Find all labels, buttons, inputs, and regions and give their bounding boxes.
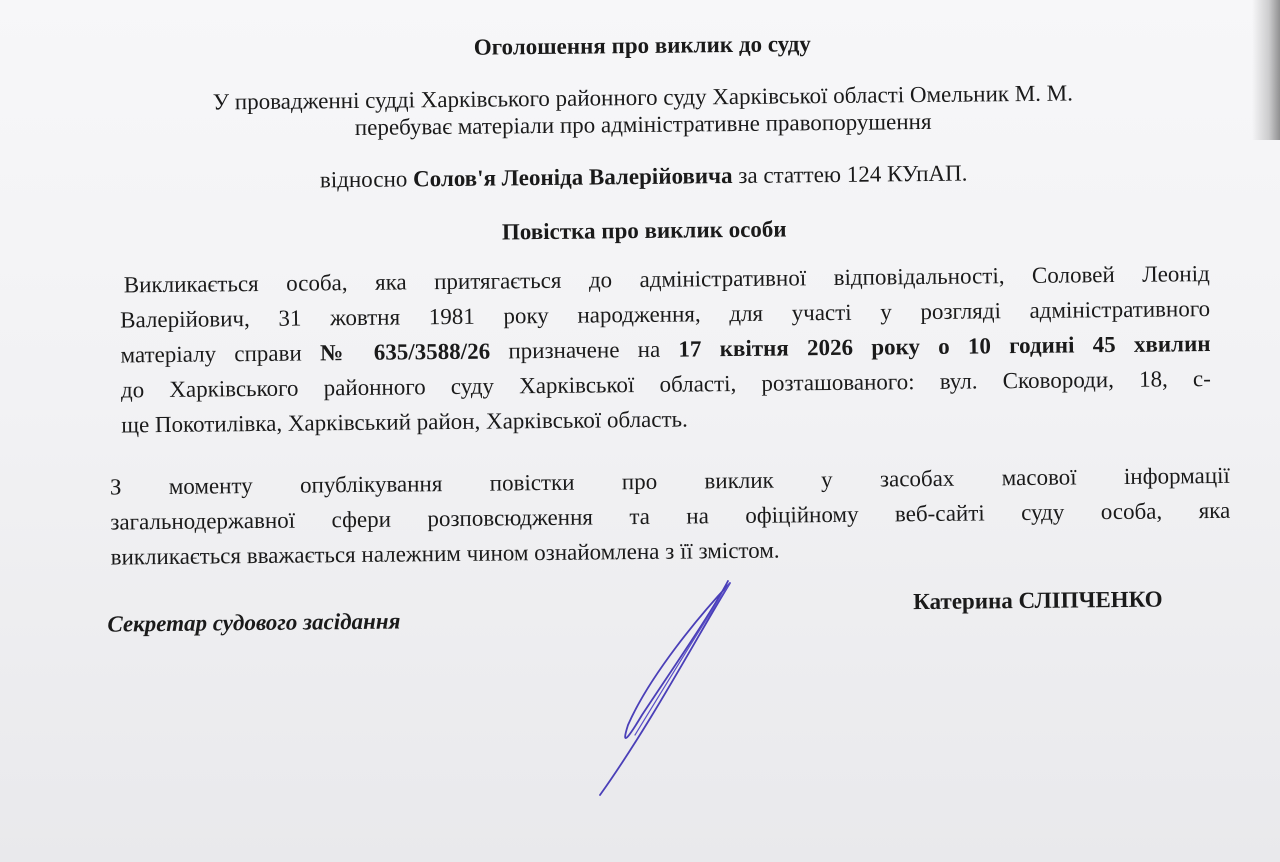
subject-prefix: відносно	[319, 166, 408, 193]
summons-paragraph	[120, 256, 1212, 442]
hearing-datetime: 17 квітня 2026 року о 10 годині 45 хвилин	[678, 331, 1211, 362]
signatory-role: Секретар судового засідання	[107, 608, 401, 637]
document-title: Оголошення про виклик до суду	[473, 31, 811, 60]
intro-line-2: перебуває матеріали про адміністративне правопорушення	[354, 108, 932, 140]
notice-row-1: З моменту опублікування повістки про виклик у засобах масової інформації	[109, 462, 1230, 500]
subject-line	[0, 156, 1280, 198]
summons-row-3-prefix: матеріалу справи	[120, 340, 302, 368]
notice-row-2: загальнодержавної сфери розповсюдження та на офіційному веб-сайті суду особа, яка	[110, 497, 1231, 535]
summons-title: Повістка про виклик особи	[501, 216, 787, 245]
subject-suffix: за статтею 124 КУпАП.	[738, 160, 968, 188]
summons-row-4: до Харківського районного суду Харківської області, розташованого: вул. Сковороди, 18, с-	[120, 366, 1211, 403]
summons-row-1: Викликається особа, яка притягається до адміністративної відповідальності, Соловей Леонід	[123, 261, 1210, 298]
notice-row-3: викликається вважається належним чином ознайомлена з її змістом.	[110, 537, 780, 570]
notice-paragraph	[110, 458, 1231, 575]
handwritten-signature	[580, 575, 750, 815]
defendant-name: Солов'я Леоніда Валерійовича	[412, 163, 733, 192]
signatory-name: Катерина СЛІПЧЕНКО	[913, 586, 1163, 615]
summons-row-2: Валерійович, 31 жовтня 1981 року народження, для участі у розгляді адміністративного	[120, 296, 1211, 333]
case-number: № 635/3588/26	[319, 338, 491, 366]
summons-row-3-middle: призначене на	[508, 336, 661, 364]
intro-line-1: У провадженні судді Харківського районного суду Харківської області Омельник М. М.	[212, 80, 1074, 115]
summons-row-5: ще Покотилівка, Харківський район, Харківської область.	[121, 406, 688, 438]
